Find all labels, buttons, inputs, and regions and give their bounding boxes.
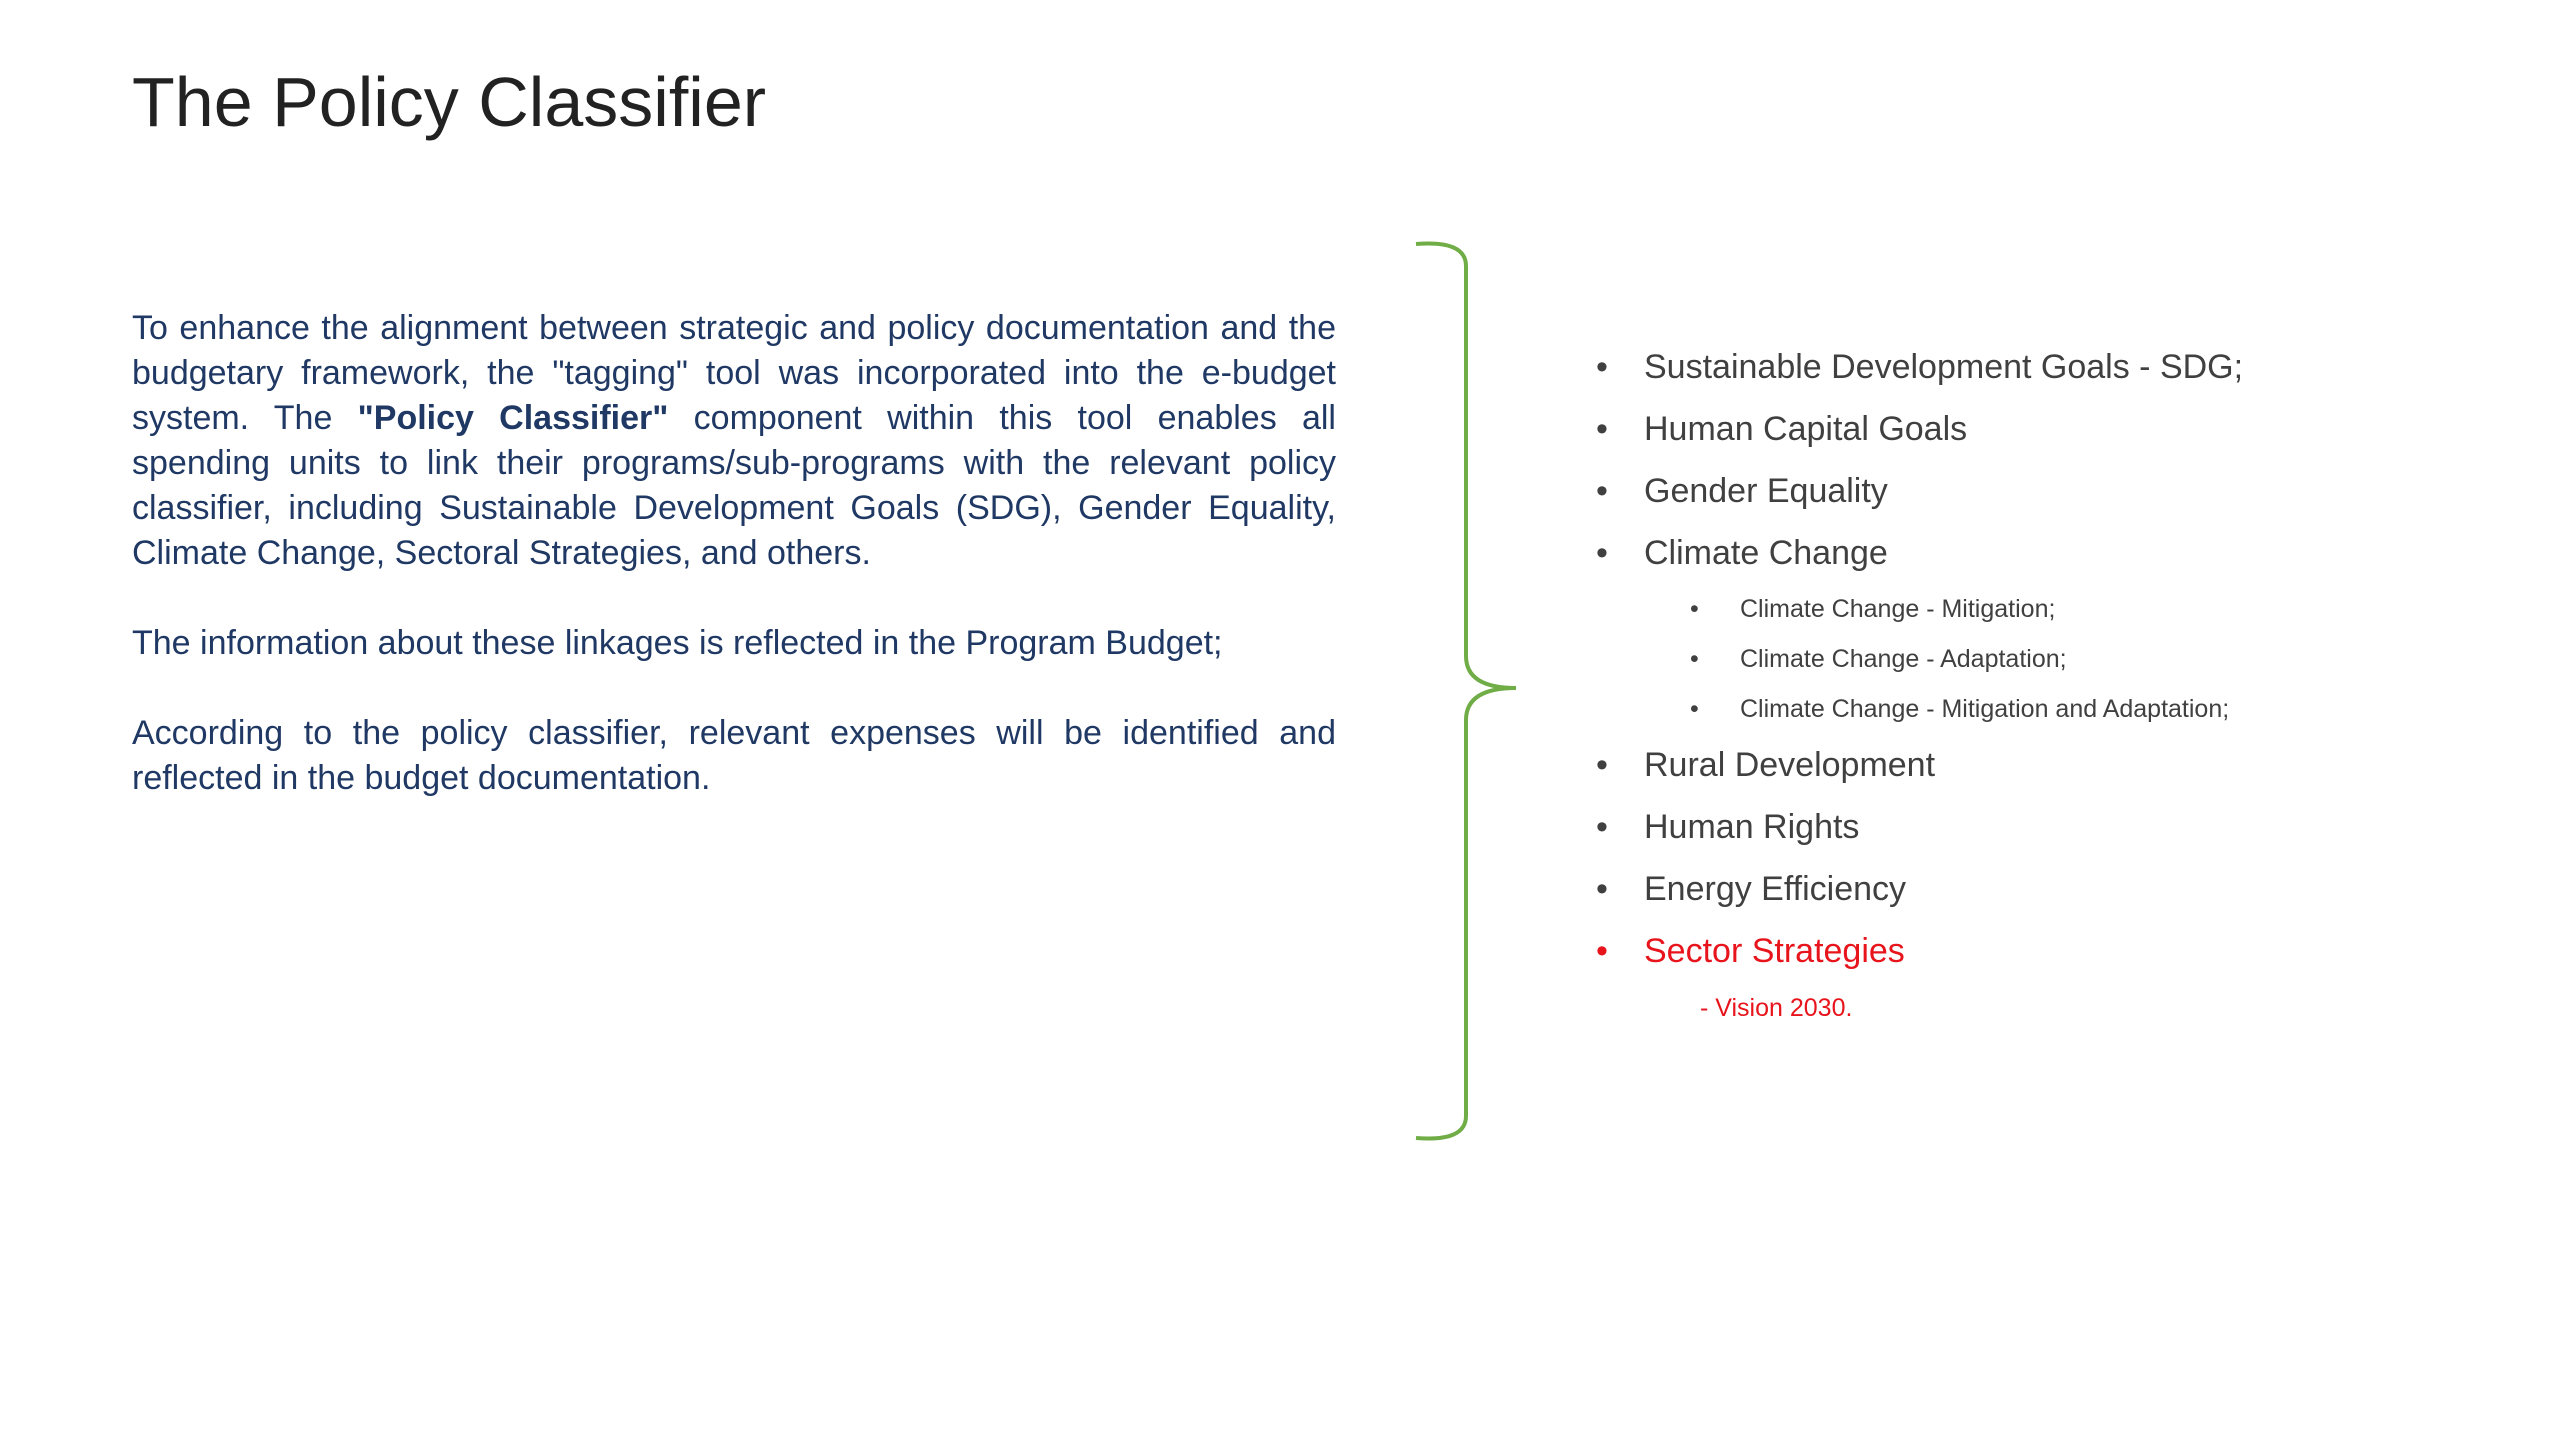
list-item-human-rights: • Human Rights bbox=[1580, 796, 2480, 858]
list-item-rural-development: • Rural Development bbox=[1580, 734, 2480, 796]
bullet-icon: • bbox=[1690, 595, 1699, 623]
list-item-gender-equality: • Gender Equality bbox=[1580, 460, 2480, 522]
bullet-icon: • bbox=[1596, 932, 1608, 970]
bullet-icon: • bbox=[1596, 348, 1608, 386]
bullet-icon: • bbox=[1596, 534, 1608, 572]
bullet-icon: • bbox=[1596, 808, 1608, 846]
body-text bbox=[132, 306, 1336, 846]
policy-classifier-list bbox=[1580, 336, 2480, 1034]
paragraph-program-budget: The information about these linkages is reflected in the Program Budget; bbox=[132, 624, 1223, 662]
paragraph-tagging-tool: To enhance the alignment between strategic and policy documentation and the budgetary framework, the "tagging" tool was incorporated into the e-budget system. The "Policy Classifier" component within this tool enables all spending units to link their programs/sub-programs with the relevant policy classifier, including Sustainable Development Goals (SDG), Gender Equality, Climate Change, Sectoral Strategies, and others. bbox=[132, 309, 1336, 572]
list-item-climate-change: • Climate Change bbox=[1580, 522, 2480, 584]
list-note-vision-2030: - Vision 2030. bbox=[1700, 994, 1853, 1022]
list-item-sdg: • Sustainable Development Goals - SDG; bbox=[1580, 336, 2480, 398]
paragraph-expenses: According to the policy classifier, relevant expenses will be identified and reflected in the budget documentation. bbox=[132, 714, 1336, 797]
list-item-energy-efficiency: • Energy Efficiency bbox=[1580, 858, 2480, 920]
bullet-icon: • bbox=[1596, 870, 1608, 908]
list-subitem-mitigation: • Climate Change - Mitigation; bbox=[1580, 584, 2480, 634]
list-subitem-adaptation: • Climate Change - Adaptation; bbox=[1580, 634, 2480, 684]
bullet-icon: • bbox=[1596, 746, 1608, 784]
slide-title: The Policy Classifier bbox=[132, 63, 767, 141]
bullet-icon: • bbox=[1596, 410, 1608, 448]
bullet-icon: • bbox=[1690, 645, 1699, 673]
bullet-icon: • bbox=[1596, 472, 1608, 510]
list-item-human-capital: • Human Capital Goals bbox=[1580, 398, 2480, 460]
list-item-sector-strategies: • Sector Strategies bbox=[1580, 920, 2480, 982]
bullet-icon: • bbox=[1690, 695, 1699, 723]
list-subitem-mitigation-adaptation: • Climate Change - Mitigation and Adaptation; bbox=[1580, 684, 2480, 734]
policy-classifier-term: "Policy Classifier" bbox=[357, 399, 669, 437]
curly-brace-icon bbox=[1410, 236, 1520, 1146]
